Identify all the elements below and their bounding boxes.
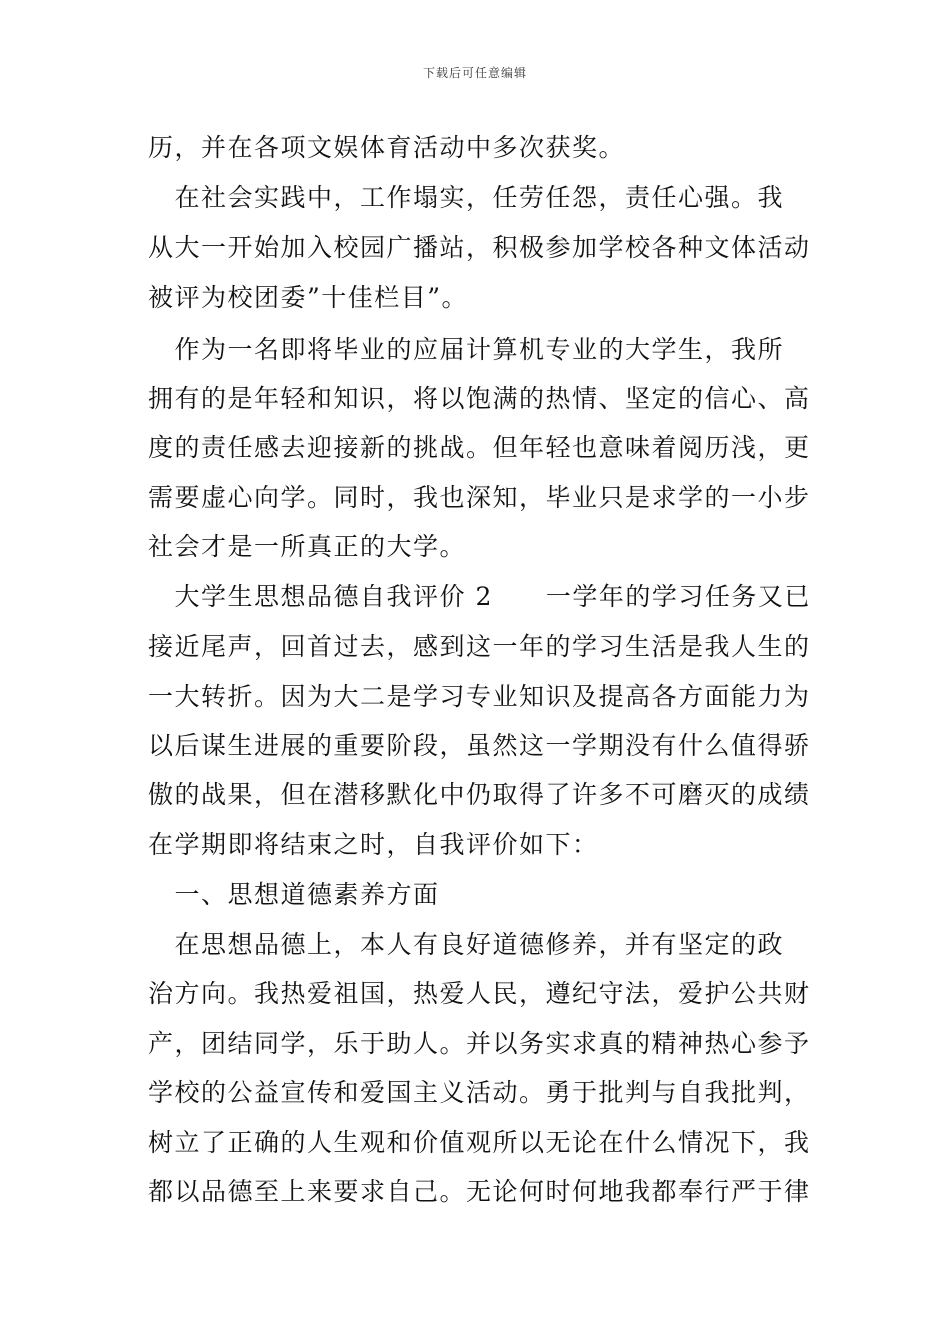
text-line: 历，并在各项文娱体育活动中多次获奖。 xyxy=(148,133,626,162)
text-line: 拥有的是年轻和知识，将以饱满的热情、坚定的信心、高 xyxy=(148,384,811,413)
text-line: 在思想品德上，本人有良好道德修养，并有坚定的政 xyxy=(148,930,785,959)
text-line: 需要虚心向学。同时，我也深知，毕业只是求学的一小步 xyxy=(148,483,811,512)
text-line: 以后谋生进展的重要阶段，虽然这一学期没有什么值得骄 xyxy=(148,731,811,760)
text-line: 一、思想道德素养方面 xyxy=(148,880,440,909)
text-line: 在社会实践中，工作塌实，任劳任怨，责任心强。我 xyxy=(148,183,785,212)
text-line: 治方向。我热爱祖国，热爱人民，遵纪守法，爱护公共财 xyxy=(148,979,811,1008)
text-line: 社会才是一所真正的大学。 xyxy=(148,532,467,561)
text-line: 度的责任感去迎接新的挑战。但年轻也意味着阅历浅，更 xyxy=(148,433,811,462)
text-line: 学校的公益宣传和爱国主义活动。勇于批判与自我批判， xyxy=(148,1078,811,1107)
text-line: 接近尾声，回首过去，感到这一年的学习生活是我人生的 xyxy=(148,632,811,661)
text-line: 大学生思想品德自我评价 2 一学年的学习任务又已 xyxy=(148,582,811,611)
text-line: 作为一名即将毕业的应届计算机专业的大学生，我所 xyxy=(148,335,785,364)
text-line: 傲的战果，但在潜移默化中仍取得了许多不可磨灭的成绩 xyxy=(148,780,811,809)
text-line: 都以品德至上来要求自己。无论何时何地我都奉行严于律 xyxy=(148,1177,811,1206)
text-line: 在学期即将结束之时，自我评价如下： xyxy=(148,830,599,859)
text-line: 一大转折。因为大二是学习专业知识及提高各方面能力为 xyxy=(148,682,811,711)
text-line: 产，团结同学，乐于助人。并以务实求真的精神热心参予 xyxy=(148,1029,811,1058)
text-line: 被评为校团委”十佳栏目”。 xyxy=(148,283,469,312)
text-line: 树立了正确的人生观和价值观所以无论在什么情况下，我 xyxy=(148,1128,811,1157)
text-line: 从大一开始加入校园广播站，积极参加学校各种文体活动 xyxy=(148,233,811,262)
page-header: 下载后可任意编辑 xyxy=(422,66,527,80)
